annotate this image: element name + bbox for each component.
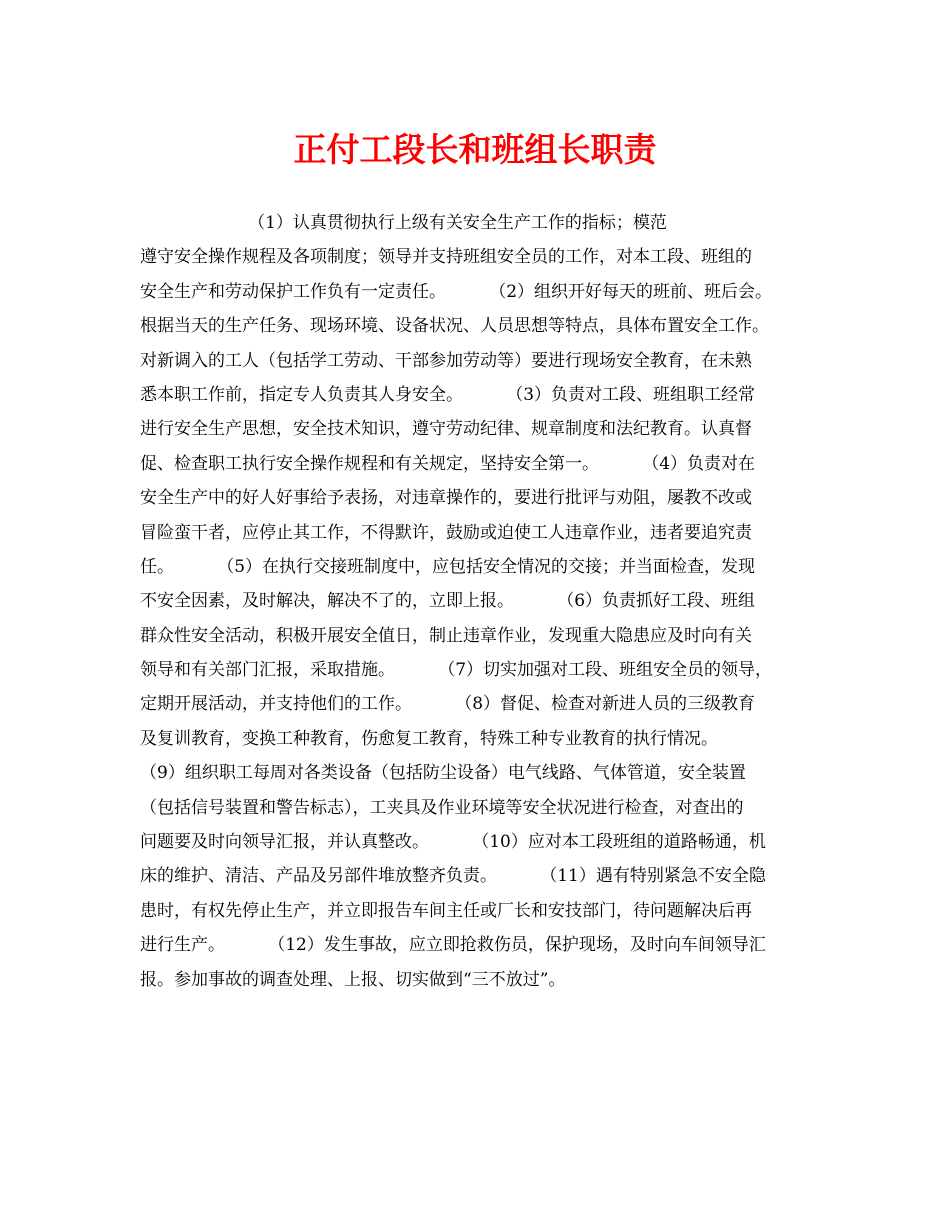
body-line: 定期开展活动，并支持他们的工作。 （8）督促、检查对新进人员的三级教育 <box>140 694 756 715</box>
body-line: 任。 （5）在执行交接班制度中，应包括安全情况的交接；并当面检查，发现 <box>140 556 756 577</box>
body-line: 安全生产中的好人好事给予表扬，对违章操作的，要进行批评与劝阻，屡教不改或 <box>140 488 752 509</box>
body-line: 群众性安全活动，积极开展安全值日，制止违章作业，发现重大隐患应及时向有关 <box>140 625 752 646</box>
body-line: 报。参加事故的调查处理、上报、切实做到“三不放过”。 <box>140 969 566 990</box>
body-line: 对新调入的工人（包括学工劳动、干部参加劳动等）要进行现场安全教育，在未熟 <box>140 350 752 371</box>
body-line: 进行安全生产思想，安全技术知识，遵守劳动纪律、规章制度和法纪教育。认真督 <box>140 419 752 440</box>
document-title: 正付工段长和班组长职责 <box>293 130 657 169</box>
body-line: 及复训教育，变换工种教育，伤愈复工教育，特殊工种专业教育的执行情况。 <box>140 728 718 749</box>
body-line: （9）组织职工每周对各类设备（包括防尘设备）电气线路、气体管道，安全装置 <box>140 763 746 784</box>
body-line: 不安全因素，及时解决，解决不了的，立即上报。 （6）负责抓好工段、班组 <box>140 591 756 612</box>
body-line: 安全生产和劳动保护工作负有一定责任。 （2）组织开好每天的班前、班后会。 <box>140 281 773 302</box>
body-line: （1）认真贯彻执行上级有关安全生产工作的指标；模范 <box>140 213 667 233</box>
body-line: （包括信号装置和警告标志），工夹具及作业环境等安全状况进行检查，对查出的 <box>140 797 744 818</box>
body-line: 进行生产。 （12）发生事故，应立即抢救伤员，保护现场，及时向车间领导汇 <box>140 935 766 956</box>
document-body <box>140 206 820 997</box>
body-line: 遵守安全操作规程及各项制度；领导并支持班组安全员的工作，对本工段、班组的 <box>140 247 752 268</box>
body-line: 领导和有关部门汇报，采取措施。 （7）切实加强对工段、班组安全员的领导， <box>140 660 773 681</box>
body-line: 悉本职工作前，指定专人负责其人身安全。 （3）负责对工段、班组职工经常 <box>140 384 756 405</box>
body-line: 冒险蛮干者，应停止其工作，不得默许，鼓励或迫使工人违章作业，违者要追究责 <box>140 522 752 543</box>
body-line: 促、检查职工执行安全操作规程和有关规定，坚持安全第一。 （4）负责对在 <box>140 453 756 474</box>
body-line: 问题要及时向领导汇报，并认真整改。 （10）应对本工段班组的道路畅通，机 <box>140 832 766 853</box>
body-line: 根据当天的生产任务、现场环境、设备状况、人员思想等特点，具体布置安全工作。 <box>140 316 769 337</box>
body-line: 床的维护、清洁、产品及另部件堆放整齐负责。 （11）遇有特别紧急不安全隐 <box>140 866 766 887</box>
body-line: 患时，有权先停止生产，并立即报告车间主任或厂长和安技部门，待问题解决后再 <box>140 900 752 921</box>
